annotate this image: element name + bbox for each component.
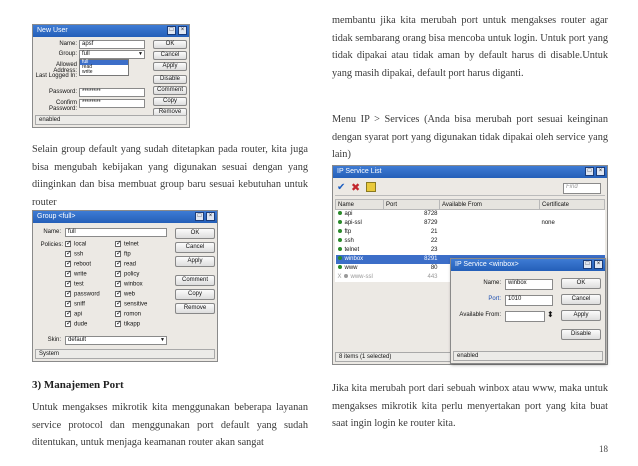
service-status-icon <box>338 238 342 242</box>
password-label: Password: <box>48 89 77 95</box>
table-row[interactable]: api 8728 <box>336 210 605 219</box>
maximize-icon[interactable]: □ <box>195 212 204 221</box>
table-row[interactable]: www 80 <box>336 264 605 273</box>
left-paragraph-2: Untuk mengakses mikrotik kita menggunakan beberapa layanan service protocol dan menggunakan port default yang sudah ditentukan, untuk menjaga keamanan router akan sangat <box>32 402 308 448</box>
group-option[interactable]: write <box>82 69 93 75</box>
policy-checkbox[interactable]: ✓write <box>65 271 87 278</box>
last-logged-in-label: Last Logged In: <box>35 73 77 79</box>
skin-selected: default <box>68 337 87 343</box>
close-icon[interactable]: × <box>206 212 215 221</box>
policy-checkbox[interactable]: ✓telnet <box>115 241 139 248</box>
confirm-password-label: Confirm Password: <box>48 100 77 112</box>
name-label: Name: <box>483 280 501 286</box>
winbox-dialog-titlebar <box>451 259 605 271</box>
table-row[interactable]: api-ssl 8729 none <box>336 219 605 228</box>
cancel-button[interactable]: Cancel <box>175 242 215 253</box>
apply-button[interactable]: Apply <box>561 310 601 321</box>
close-icon[interactable]: × <box>596 167 605 176</box>
window-title: New User <box>37 27 68 34</box>
policy-checkbox[interactable]: ✓api <box>65 311 82 318</box>
find-input[interactable]: Find <box>563 183 601 194</box>
group-window <box>32 210 218 362</box>
service-status-icon <box>338 265 342 269</box>
policy-checkbox[interactable]: ✓reboot <box>65 261 91 268</box>
service-list-titlebar <box>333 166 607 178</box>
table-row[interactable]: telnet 23 <box>336 246 605 255</box>
table-row-disabled[interactable]: X www-ssl 443 <box>337 274 438 280</box>
comment-button[interactable]: Comment <box>153 86 187 95</box>
maximize-icon[interactable]: □ <box>583 260 592 269</box>
column-header[interactable]: Available From <box>440 200 540 210</box>
group-selected: full <box>82 51 90 57</box>
policy-checkbox[interactable]: ✓read <box>115 261 136 268</box>
apply-button[interactable]: Apply <box>175 256 215 267</box>
filter-icon[interactable] <box>366 182 376 192</box>
password-input[interactable]: ******** <box>79 88 145 97</box>
service-status-icon <box>338 211 342 215</box>
left-paragraph-1: Selain group default yang sudah ditetapkan pada router, kita juga bisa mengubah kebijakan yang digunakan sesuai dengan yang diinginkan dan bisa membuat group baru sesuai kebutuhan untuk router <box>32 144 308 208</box>
window-title: IP Service List <box>337 168 382 175</box>
disable-button[interactable]: Disable <box>153 75 187 84</box>
maximize-icon[interactable]: □ <box>167 26 176 35</box>
section-heading: 3) Manajemen Port <box>32 379 124 391</box>
column-header[interactable]: Port <box>384 200 440 210</box>
policy-checkbox[interactable]: ✓test <box>65 281 84 288</box>
right-paragraph-2: Menu IP > Services (Anda bisa merubah port sesuai keinginan dengan syarat port yang digunakan tidak dipakai oleh service yang lain) <box>332 114 608 160</box>
ok-button[interactable]: OK <box>561 278 601 289</box>
name-label: Name: <box>59 41 77 47</box>
policy-checkbox[interactable]: ✓ftp <box>115 251 131 258</box>
port-input[interactable]: 1010 <box>505 295 553 306</box>
service-status-icon <box>338 256 342 260</box>
window-title: IP Service <winbox> <box>455 261 519 268</box>
name-input[interactable]: winbox <box>505 279 553 290</box>
toolbar <box>335 180 605 196</box>
status-bar: enabled <box>35 115 187 125</box>
policy-checkbox[interactable]: ✓winbox <box>115 281 143 288</box>
policy-checkbox[interactable]: ✓policy <box>115 271 139 278</box>
policy-checkbox[interactable]: ✓sniff <box>65 301 85 308</box>
column-header[interactable]: Certificate <box>540 200 605 210</box>
skin-select[interactable] <box>65 336 167 345</box>
status-bar: enabled <box>453 351 603 361</box>
disable-x-icon[interactable]: ✖ <box>351 182 361 194</box>
policies-label: Policies: <box>40 242 63 248</box>
policy-checkbox[interactable]: ✓web <box>115 291 135 298</box>
apply-button[interactable]: Apply <box>153 62 187 71</box>
close-icon[interactable]: × <box>594 260 603 269</box>
cancel-button[interactable]: Cancel <box>153 51 187 60</box>
name-label: Name: <box>43 229 61 235</box>
right-paragraph-1: membantu jika kita merubah port untuk mengakses router agar tidak sembarang orang bisa mencoba untuk login. Untuk port yang tidak dipakai atau tidak aman by default harus di disable.Untuk yang masih dipakai, default port harus diganti. <box>332 15 608 79</box>
policy-checkbox[interactable]: ✓ local <box>65 241 86 248</box>
page-number: 18 <box>599 444 608 454</box>
policy-checkbox[interactable]: ✓romon <box>115 311 141 318</box>
service-status-icon <box>338 220 342 224</box>
column-header[interactable]: Name <box>336 200 384 210</box>
group-label: Group: <box>58 51 77 57</box>
group-select[interactable] <box>79 50 145 59</box>
disable-button[interactable]: Disable <box>561 329 601 340</box>
enable-check-icon[interactable]: ✔ <box>337 182 346 193</box>
policy-checkbox[interactable]: ✓ssh <box>65 251 83 258</box>
remove-button[interactable]: Remove <box>175 303 215 314</box>
table-row[interactable]: ftp 21 <box>336 228 605 237</box>
dropdown-arrow-icon[interactable]: ▼ <box>160 337 165 343</box>
cancel-button[interactable]: Cancel <box>561 294 601 305</box>
remove-button[interactable]: Remove <box>153 108 187 117</box>
new-user-window <box>32 24 190 128</box>
policy-checkbox[interactable]: ✓sensitive <box>115 301 147 308</box>
status-bar: System <box>35 349 215 359</box>
available-from-label: Available From: <box>459 312 501 318</box>
winbox-service-dialog <box>450 258 606 364</box>
comment-button[interactable]: Comment <box>175 275 215 286</box>
skin-label: Skin: <box>47 337 61 343</box>
dropdown-arrow-icon[interactable]: ▼ <box>138 51 143 57</box>
group-option[interactable]: full <box>80 60 128 65</box>
service-status-icon <box>338 229 342 233</box>
policy-checkbox[interactable]: ✓dude <box>65 321 87 328</box>
expand-arrow-icon[interactable]: ⬍ <box>547 310 554 319</box>
name-input[interactable]: full <box>65 228 167 237</box>
service-status-icon <box>338 247 342 251</box>
port-label: Port: <box>488 296 501 302</box>
right-paragraph-3: Jika kita merubah port dari sebuah winbox atau www, maka untuk mengakses mikrotik kita perlu menyertakan port yang kita buat saat ingin login ke router kita. <box>332 383 608 429</box>
policy-checkbox[interactable]: ✓tikapp <box>115 321 140 328</box>
ok-button[interactable]: OK <box>175 228 215 239</box>
service-status-icon <box>344 274 348 278</box>
confirm-password-input[interactable]: ******** <box>79 99 145 108</box>
name-input[interactable]: apsf <box>79 40 145 49</box>
copy-button[interactable]: Copy <box>153 97 187 106</box>
group-dropdown-list <box>79 59 129 76</box>
disabled-x-icon: X <box>337 274 342 280</box>
ok-button[interactable]: OK <box>153 40 187 49</box>
table-row-selected[interactable]: winbox 8291 <box>336 255 605 264</box>
allowed-address-label: Allowed Address: <box>53 62 77 74</box>
new-user-titlebar <box>33 25 189 37</box>
policy-checkbox[interactable]: ✓password <box>65 291 100 298</box>
table-row[interactable]: ssh 22 <box>336 237 605 246</box>
copy-button[interactable]: Copy <box>175 289 215 300</box>
status-bar: 8 items (1 selected) <box>335 352 605 362</box>
window-title: Group <full> <box>37 213 76 220</box>
group-titlebar <box>33 211 217 223</box>
close-icon[interactable]: × <box>178 26 187 35</box>
maximize-icon[interactable]: □ <box>585 167 594 176</box>
group-option[interactable]: read <box>82 64 93 70</box>
available-from-input[interactable] <box>505 311 545 322</box>
